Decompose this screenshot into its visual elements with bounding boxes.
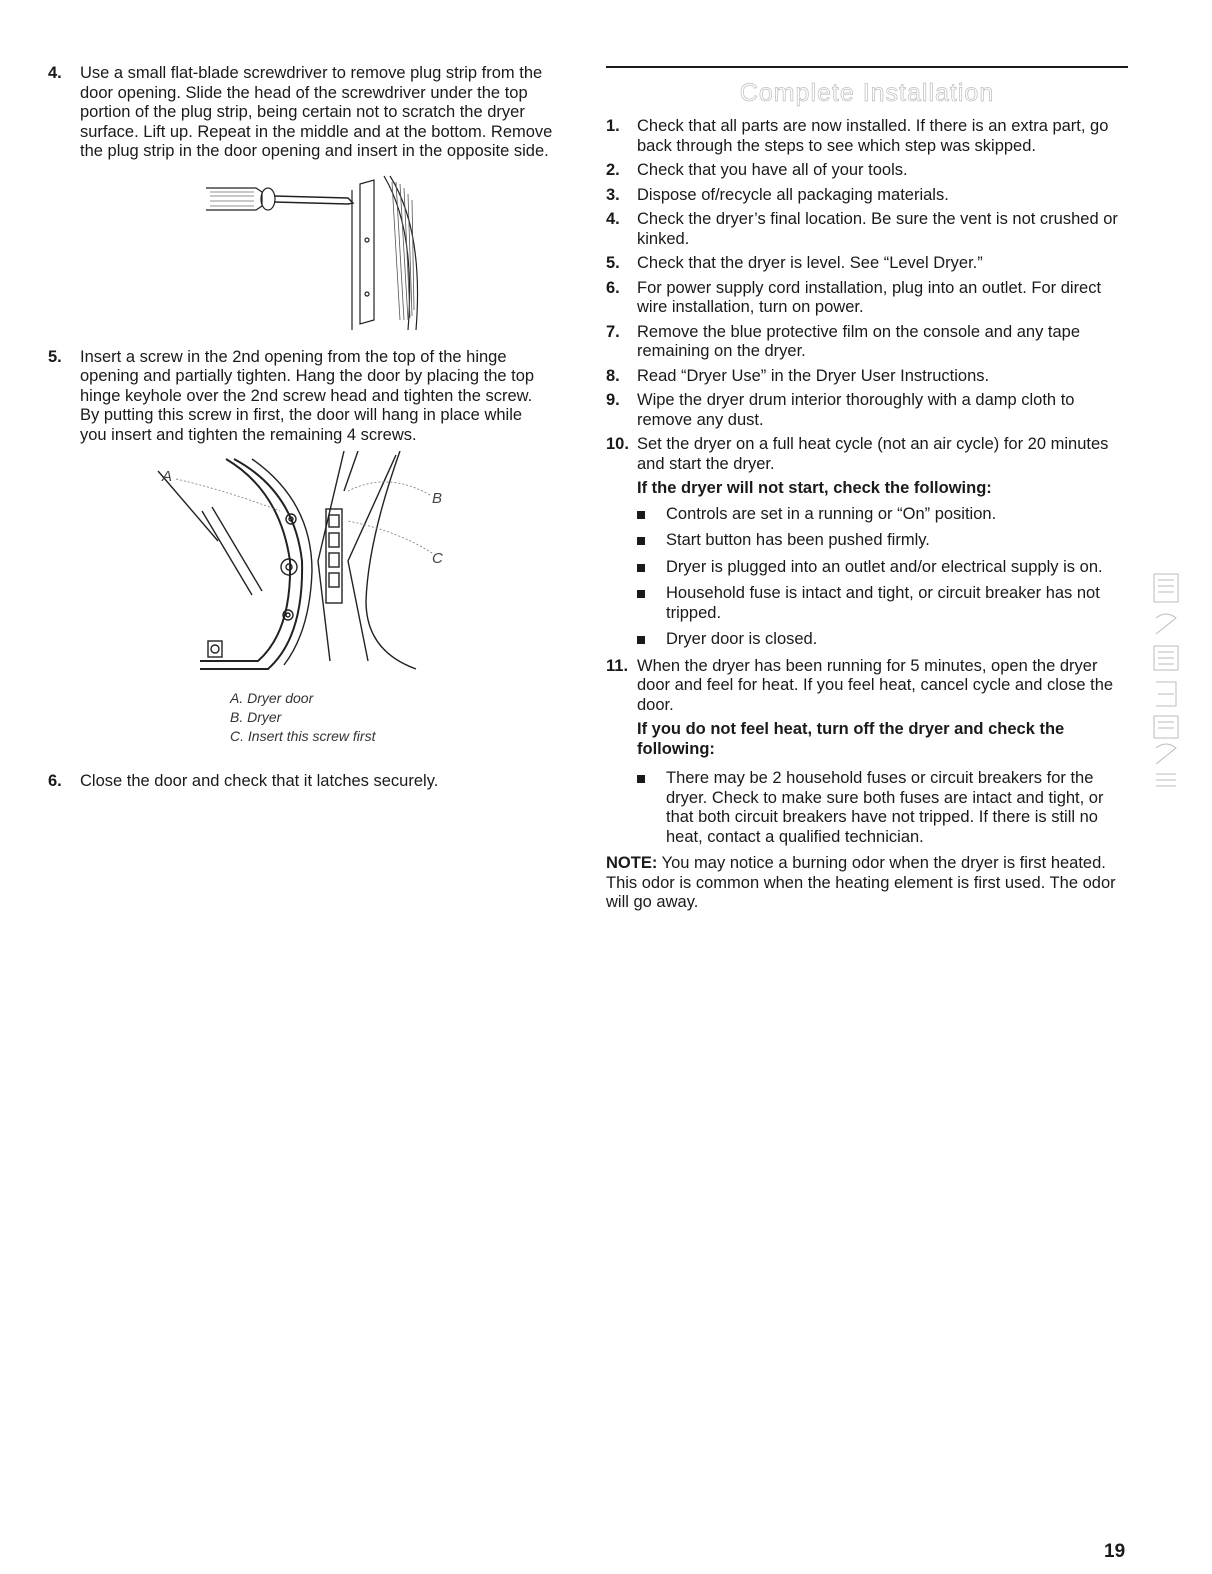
label-c: C — [432, 550, 443, 567]
install-step-9 — [606, 391, 1128, 430]
list-item — [637, 531, 1128, 551]
step-text: Check that you have all of your tools. — [637, 161, 908, 179]
bullet-square-icon — [637, 564, 645, 572]
note-label: NOTE: — [606, 854, 658, 872]
install-step-2 — [606, 161, 1128, 181]
list-item — [637, 630, 1128, 650]
left-column — [48, 64, 553, 792]
install-step-6 — [606, 279, 1128, 318]
caption-b: B. Dryer — [230, 709, 282, 725]
label-b: B — [432, 490, 443, 507]
step-text: Set the dryer on a full heat cycle (not an air cycle) for 20 minutes and start the dryer. — [637, 435, 1109, 473]
list-item-text: Controls are set in a running or “On” position. — [666, 504, 997, 523]
install-step-11 — [606, 657, 1128, 716]
step-number: 11. — [606, 656, 629, 675]
figure-captions — [230, 689, 553, 746]
step-5 — [48, 348, 553, 446]
list-item-text: There may be 2 household fuses or circuit breakers for the dryer. Check to make sure both fuses are intact and tight, or that both circuit breakers have not tripped. If there is still no heat, contact a qualified technician. — [666, 769, 1104, 846]
no-start-heading: If the dryer will not start, check the following: — [637, 479, 992, 497]
step-number: 9. — [606, 391, 620, 409]
step-text: When the dryer has been running for 5 minutes, open the dryer door and feel for heat. If you feel heat, cancel cycle and close the door. — [637, 656, 1114, 714]
list-item — [637, 505, 1128, 525]
install-step-10 — [606, 435, 1128, 474]
step-text: Close the door and check that it latches securely. — [80, 772, 439, 790]
bullet-square-icon — [637, 636, 645, 644]
note-text: You may notice a burning odor when the dryer is first heated. This odor is common when the heating element is first used. The odor will go away. — [606, 854, 1116, 911]
bullet-square-icon — [637, 537, 645, 545]
right-column — [606, 117, 1128, 929]
step-text: Check that all parts are now installed. If there is an extra part, go back through the steps to see which step was skipped. — [637, 117, 1109, 155]
section-rule — [606, 66, 1128, 68]
step-number: 8. — [606, 366, 620, 385]
step-number: 10. — [606, 435, 629, 453]
step-text: Remove the blue protective film on the console and any tape remaining on the dryer. — [637, 322, 1081, 360]
install-step-8 — [606, 367, 1128, 387]
bullet-square-icon — [637, 775, 645, 783]
step-4 — [48, 64, 553, 162]
list-item-text: Dryer door is closed. — [666, 630, 818, 648]
screwdriver-illustration — [48, 170, 553, 340]
step-text: Wipe the dryer drum interior thoroughly with a damp cloth to remove any dust. — [637, 391, 1075, 429]
step-text: Dispose of/recycle all packaging materials. — [637, 185, 949, 204]
install-step-1 — [606, 117, 1128, 156]
note-paragraph — [606, 854, 1128, 913]
list-item — [637, 584, 1128, 623]
list-item — [637, 769, 1128, 847]
step-text: Check that the dryer is level. See “Level Dryer.” — [637, 254, 983, 272]
bullet-square-icon — [637, 590, 645, 598]
step-text: Use a small flat-blade screwdriver to remove plug strip from the door opening. Slide the head of the screwdriver under the top portion of the plug strip, being certain not to scratch the dryer surface. Lift up. Repeat in the middle and at the bottom. Remove the plug strip in the door opening and insert in the opposite side. — [80, 64, 553, 160]
step-number: 4. — [606, 210, 620, 228]
step-number: 6. — [48, 772, 62, 790]
step-text: Insert a screw in the 2nd opening from the top of the hinge opening and partially tighten. Hang the door by placing the top hinge keyhole over the 2nd screw head and tighten the screw. By putting this screw in first, the door will hang in place while you insert and tighten the remaining 4 screws. — [80, 347, 535, 444]
step-6 — [48, 772, 553, 792]
list-item-text: Household fuse is intact and tight, or circuit breaker has not tripped. — [666, 584, 1100, 622]
section-heading: Complete Installation — [739, 79, 995, 107]
step-text: For power supply cord installation, plug into an outlet. For direct wire installation, turn on power. — [637, 278, 1102, 316]
step-number: 4. — [48, 64, 62, 82]
install-step-7 — [606, 323, 1128, 362]
side-language-tab — [1148, 570, 1184, 792]
install-step-4 — [606, 210, 1128, 249]
no-start-checklist — [637, 505, 1128, 650]
step-number: 5. — [606, 254, 620, 272]
step-number: 3. — [606, 185, 620, 204]
step-number: 2. — [606, 161, 620, 179]
step-number: 5. — [48, 347, 62, 366]
door-hinge-illustration — [48, 451, 553, 681]
step-text: Read “Dryer Use” in the Dryer User Instructions. — [637, 366, 990, 385]
list-item-text: Dryer is plugged into an outlet and/or electrical supply is on. — [666, 557, 1103, 576]
step-number: 1. — [606, 117, 620, 135]
caption-c: C. Insert this screw first — [230, 728, 376, 744]
no-heat-heading: If you do not feel heat, turn off the dryer and check the following: — [637, 720, 1065, 758]
step-number: 6. — [606, 278, 620, 297]
steps-list — [606, 117, 1128, 474]
install-step-5 — [606, 254, 1128, 274]
list-item — [637, 558, 1128, 578]
step-number: 7. — [606, 322, 620, 341]
no-heat-checklist — [637, 769, 1128, 847]
page-number: 19 — [1104, 1541, 1126, 1562]
label-a: A — [162, 468, 173, 485]
step-text: Check the dryer’s final location. Be sure the vent is not crushed or kinked. — [637, 210, 1118, 248]
list-item-text: Start button has been pushed firmly. — [666, 531, 930, 549]
caption-a: A. Dryer door — [230, 690, 314, 706]
bullet-square-icon — [637, 511, 645, 519]
install-step-3 — [606, 186, 1128, 206]
